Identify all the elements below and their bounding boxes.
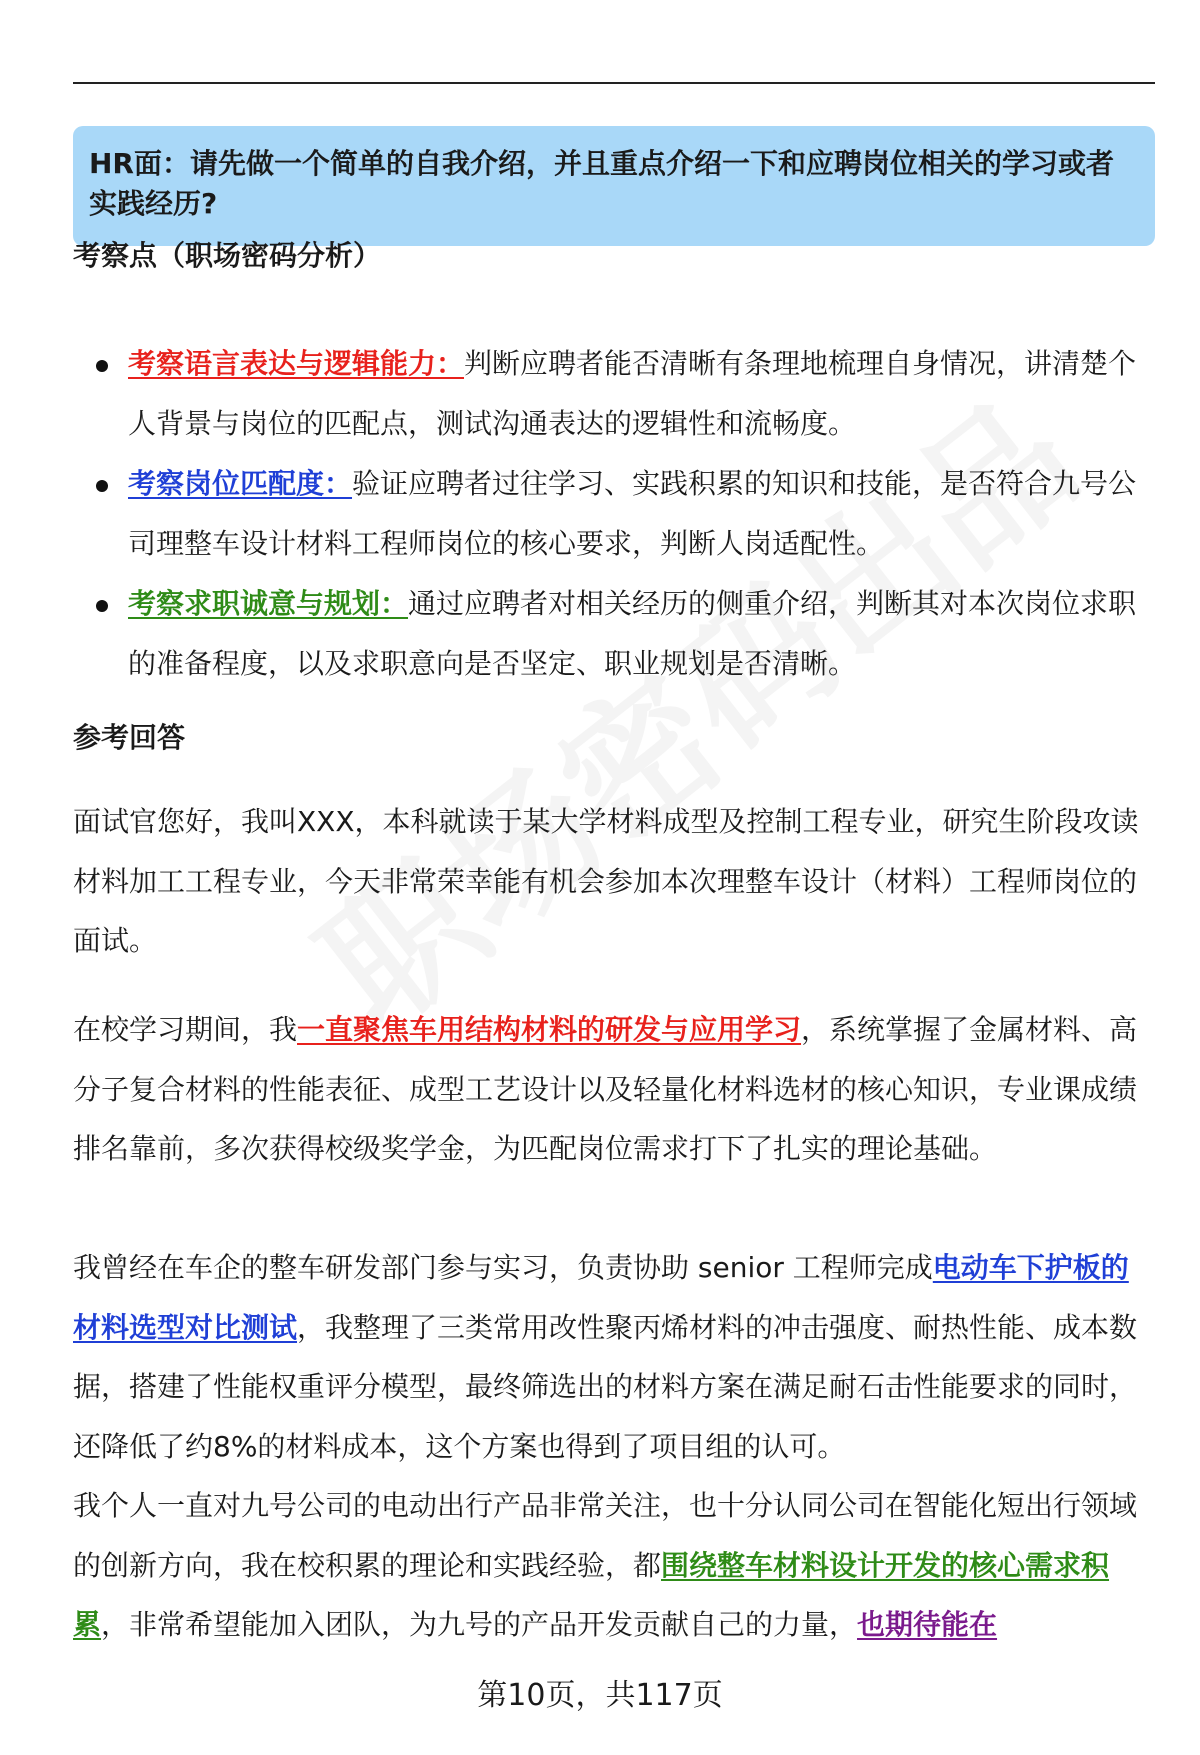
answer-highlight: 一直聚焦车用结构材料的研发与应用学习	[297, 1013, 802, 1046]
answer-highlight: 也期待能在	[857, 1608, 998, 1641]
analysis-list	[73, 334, 1155, 694]
analysis-item	[73, 454, 1155, 574]
analysis-heading: 考察点（职场密码分析）	[73, 239, 382, 272]
answer-text: ，非常希望能加入团队，为九号的产品开发贡献自己的力量，	[101, 1608, 858, 1641]
bullet-icon	[96, 600, 108, 612]
answer-highlight: 围绕整车材料设计开发的核心需求积累	[73, 1548, 1110, 1641]
answer-paragraph-intro: 面试官您好，我叫XXX，本科就读于某大学材料成型及控制工程专业，研究生阶段攻读材料加工工程专业，今天非常荣幸能有机会参加本次理整车设计（材料）工程师岗位的面试。	[73, 805, 1139, 957]
analysis-item	[73, 574, 1155, 694]
bullet-icon	[96, 360, 108, 372]
analysis-item-text: 判断应聘者能否清晰有条理地梳理自身情况，讲清楚个人背景与岗位的匹配点，测试沟通表达的逻辑性和流畅度。	[128, 347, 1137, 440]
answer-heading: 参考回答	[73, 721, 186, 754]
answer-text: 我个人一直对九号公司的电动出行产品非常关注，也十分认同公司在智能化短出行领域的创新方向，我在校积累的理论和实践经验，都	[73, 1489, 1138, 1582]
analysis-item	[73, 334, 1155, 454]
question-text: HR面：请先做一个简单的自我介绍，并且重点介绍一下和应聘岗位相关的学习或者实践经历?	[89, 147, 1114, 220]
page-number: 第10页，共117页	[477, 1678, 723, 1713]
analysis-item-label: 考察岗位匹配度：	[128, 467, 353, 500]
answer-text: 在校学习期间，我	[73, 1013, 298, 1046]
answer-paragraph-internship	[73, 1238, 1155, 1476]
analysis-item-label: 考察求职诚意与规划：	[128, 587, 409, 620]
answer-text: ，我整理了三类常用改性聚丙烯材料的冲击强度、耐热性能、成本数据，搭建了性能权重评分模型，最终筛选出的材料方案在满足耐石击性能要求的同时，还降低了约8%的材料成本，这个方案也得到了项目组的认可。	[73, 1310, 1138, 1463]
question-box	[73, 126, 1155, 246]
top-rule	[73, 82, 1155, 84]
analysis-item-label: 考察语言表达与逻辑能力：	[128, 347, 465, 380]
answer-paragraph-study	[73, 1000, 1155, 1179]
analysis-item-text: 验证应聘者过往学习、实践积累的知识和技能，是否符合九号公司理整车设计材料工程师岗位的核心要求，判断人岗适配性。	[128, 467, 1137, 560]
answer-text: 我曾经在车企的整车研发部门参与实习，负责协助 senior 工程师完成	[73, 1251, 933, 1284]
answer-highlight: 电动车下护板的材料选型对比测试	[73, 1251, 1129, 1344]
analysis-item-text: 通过应聘者对相关经历的侧重介绍，判断其对本次岗位求职的准备程度，以及求职意向是否坚定、职业规划是否清晰。	[128, 587, 1137, 680]
bullet-icon	[96, 480, 108, 492]
answer-text: ，系统掌握了金属材料、高分子复合材料的性能表征、成型工艺设计以及轻量化材料选材的核心知识，专业课成绩排名靠前，多次获得校级奖学金，为匹配岗位需求打下了扎实的理论基础。	[73, 1013, 1138, 1165]
answer-paragraph-motivation	[73, 1476, 1155, 1655]
